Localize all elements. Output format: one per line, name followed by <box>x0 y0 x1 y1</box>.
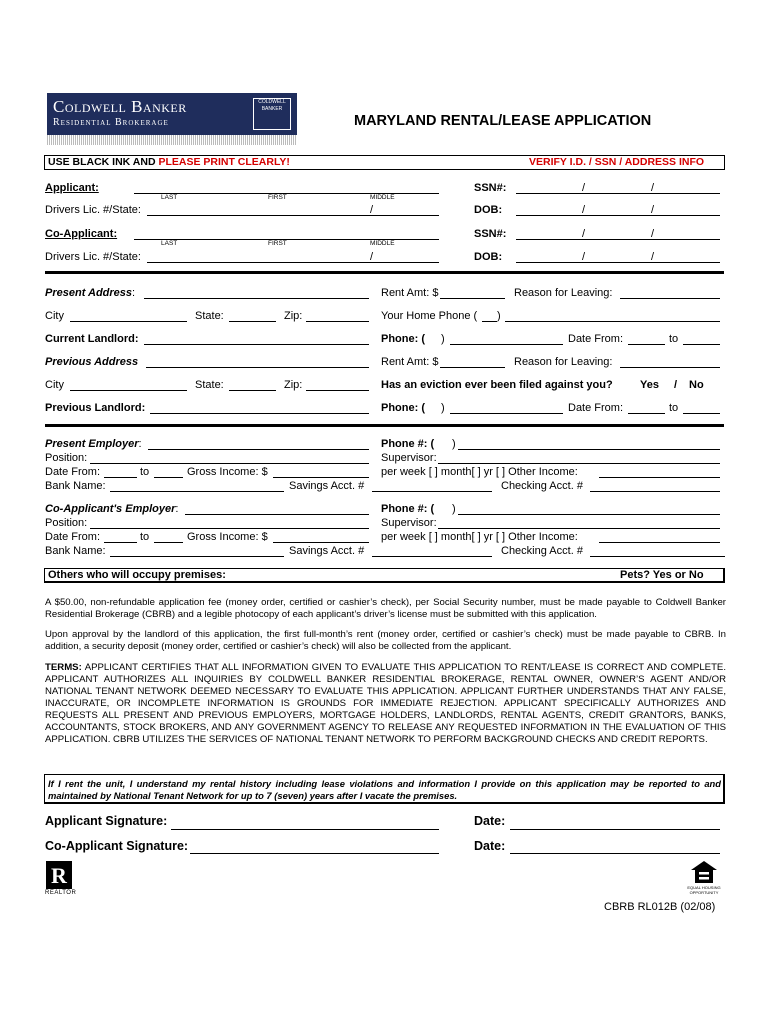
co-date-from-field[interactable] <box>104 542 137 543</box>
eviction-slash: / <box>674 379 678 391</box>
applicant-drivers-field[interactable] <box>147 215 439 216</box>
previous-address-field[interactable] <box>146 367 369 368</box>
previous-landlord-field[interactable] <box>150 413 369 414</box>
co-applicant-label: Co-Applicant: <box>45 228 118 240</box>
landlord-phone-label: Phone: ( <box>381 333 425 345</box>
zip-field[interactable] <box>306 321 369 322</box>
realtor-logo-icon <box>46 861 72 889</box>
last-caption: LAST <box>161 194 178 201</box>
ssn-slash: / <box>582 182 586 194</box>
terms-paragraph: TERMS: APPLICANT CERTIFIES THAT ALL INFORMATION GIVEN TO EVALUATE THIS APPLICATION TO RENT/LEASE IS CORRECT AND COMPLETE. APPLICANT AUTHORIZES ALL INQUIRIES BY COLDWELL BANKER RESIDENTIAL BROKERAGE, RENTAL OWNER, OWNER’S AGENT AND/OR NATIONAL TENANT NETWORK DEEMED NECESSARY TO EVALUATE THIS APPLICATION. APPLICANT FURTHER UNDERSTANDS THAT ANY FALSE, INACCURATE, OR INCOMPLETE INFORMATION IS GROUNDS FOR IMMEDIATE REJECTION. APPLICANT SPECIFICALLY AUTHORIZES AND REQUESTS ALL PRESENT AND PREVIOUS EMPLOYERS, MORTGAGE HOLDERS, LANDLORDS, RENTAL AGENTS, CREDIT GRANTORS, BANKS, ACCOUNTANTS, STOCK BROKERS, AND ANY GOVERNMENT AGENCY TO RELEASE ANY REQUESTED INFORMATION IN THE EVALUATION OF THIS APPLICATION. CBRB UTILIZES THE SERVICES OF NATIONAL TENANT NETWORK TO PERFORM BACKGROUND CHECKS AND CREDIT REPORTS. <box>45 662 726 745</box>
section-divider <box>45 424 724 427</box>
supervisor-label: Supervisor: <box>381 452 437 464</box>
date-to-field[interactable] <box>683 344 720 345</box>
co-applicant-signature-field[interactable] <box>190 853 439 854</box>
occupants-label: Others who will occupy premises: <box>48 569 226 581</box>
prev-zip-label: Zip: <box>284 379 303 391</box>
brand-mark-icon: COLDWELL BANKER <box>253 98 291 130</box>
co-date-to-field[interactable] <box>154 542 183 543</box>
paren-close: ) <box>497 310 501 322</box>
home-phone-field[interactable] <box>505 321 720 322</box>
paren-close: ) <box>452 503 456 515</box>
svg-text:R: R <box>51 863 67 888</box>
rent-amt-label: Rent Amt: $ <box>381 287 439 299</box>
prev-reason-field[interactable] <box>620 367 720 368</box>
form-code: CBRB RL012B (02/08) <box>604 901 716 913</box>
savings-field[interactable] <box>372 491 492 492</box>
middle-caption: MIDDLE <box>370 240 395 247</box>
prev-date-from-label: Date From: <box>568 402 624 414</box>
position-field[interactable] <box>90 463 369 464</box>
co-applicant-dob-field[interactable] <box>516 262 720 263</box>
co-employer-phone-field[interactable] <box>458 514 720 515</box>
prev-state-label: State: <box>195 379 224 391</box>
dob-slash: / <box>651 251 655 263</box>
verify-text: VERIFY I.D. / SSN / ADDRESS INFO <box>529 156 705 168</box>
date-from-field[interactable] <box>628 344 665 345</box>
co-applicant-dob-label: DOB: <box>474 251 503 263</box>
co-checking-field[interactable] <box>590 556 725 557</box>
prev-city-field[interactable] <box>70 390 187 391</box>
paren-close: ) <box>441 402 445 414</box>
co-bank-name-field[interactable] <box>110 556 284 557</box>
employer-phone-label: Phone #: ( <box>381 438 435 450</box>
position-label: Position: <box>45 452 88 464</box>
other-income-field[interactable] <box>599 477 720 478</box>
to-label: to <box>669 333 679 345</box>
co-position-label: Position: <box>45 517 88 529</box>
equal-housing-caption: EQUAL HOUSING OPPORTUNITY <box>687 885 721 895</box>
applicant-label: Applicant: <box>45 182 99 194</box>
reason-leaving-field[interactable] <box>620 298 720 299</box>
applicant-ssn-label: SSN#: <box>474 182 507 194</box>
co-to-label: to <box>140 531 150 543</box>
first-caption: FIRST <box>268 240 287 247</box>
applicant-date-field[interactable] <box>510 829 720 830</box>
prev-state-field[interactable] <box>229 390 276 391</box>
co-applicant-date-label: Date: <box>474 839 506 853</box>
zip-label: Zip: <box>284 310 303 322</box>
co-applicant-ssn-field[interactable] <box>516 239 720 240</box>
applicant-dob-field[interactable] <box>516 215 720 216</box>
emp-to-label: to <box>140 466 150 478</box>
brand-subtitle: Residential Brokerage <box>53 117 169 128</box>
dob-slash: / <box>582 251 586 263</box>
prev-to-label: to <box>669 402 679 414</box>
savings-label: Savings Acct. # <box>289 480 365 492</box>
prev-rent-amt-field[interactable] <box>440 367 505 368</box>
page-title: MARYLAND RENTAL/LEASE APPLICATION <box>354 113 652 129</box>
gross-income-field[interactable] <box>273 477 369 478</box>
state-field[interactable] <box>229 321 276 322</box>
co-supervisor-label: Supervisor: <box>381 517 437 529</box>
dob-slash: / <box>651 204 655 216</box>
realtor-caption: REALTOR <box>45 890 77 896</box>
date-from-label: Date From: <box>568 333 624 345</box>
ssn-slash: / <box>651 228 655 240</box>
rent-amt-field[interactable] <box>440 298 505 299</box>
equal-housing-icon <box>690 860 718 884</box>
home-phone-area-field[interactable] <box>482 321 497 322</box>
applicant-signature-label: Applicant Signature: <box>45 814 168 828</box>
reason-leaving-label: Reason for Leaving: <box>514 287 613 299</box>
prev-city-label: City <box>45 379 64 391</box>
ssn-slash: / <box>651 182 655 194</box>
applicant-ssn-field[interactable] <box>516 193 720 194</box>
co-applicant-signature-label: Co-Applicant Signature: <box>45 839 189 853</box>
ssn-slash: / <box>582 228 586 240</box>
logo-band <box>47 135 297 145</box>
prev-landlord-phone-label: Phone: ( <box>381 402 425 414</box>
co-gross-income-field[interactable] <box>273 542 369 543</box>
dob-slash: / <box>582 204 586 216</box>
last-caption: LAST <box>161 240 178 247</box>
co-employer-label: Co-Applicant's Employer: <box>45 503 179 515</box>
landlord-phone-field[interactable] <box>450 344 563 345</box>
co-savings-label: Savings Acct. # <box>289 545 365 557</box>
paren-close: ) <box>452 438 456 450</box>
employer-phone-field[interactable] <box>458 449 720 450</box>
present-address-label: Present Address: <box>45 287 136 299</box>
prev-zip-field[interactable] <box>306 390 369 391</box>
emp-date-from-field[interactable] <box>104 477 137 478</box>
eviction-question: Has an eviction ever been filed against you? <box>381 379 613 391</box>
co-savings-field[interactable] <box>372 556 492 557</box>
approval-paragraph: Upon approval by the landlord of this application, the first full-month’s rent (money order, certified or cashier’s check) must be made payable to CBRB. In addition, a security deposit (money order, certified or cashier’s check) will also be collected from the applicant. <box>45 629 726 652</box>
applicant-signature-field[interactable] <box>171 829 439 830</box>
co-applicant-drivers-field[interactable] <box>147 262 439 263</box>
co-income-period-options[interactable]: per week [ ] month[ ] yr [ ] Other Income: <box>381 531 578 543</box>
co-bank-name-label: Bank Name: <box>45 545 106 557</box>
state-label: State: <box>195 310 224 322</box>
drivers-slash: / <box>370 251 374 263</box>
income-period-options[interactable]: per week [ ] month[ ] yr [ ] Other Income: <box>381 466 578 478</box>
pets-question[interactable]: Pets? Yes or No <box>620 569 704 581</box>
emp-date-from-label: Date From: <box>45 466 101 478</box>
prev-landlord-phone-field[interactable] <box>450 413 563 414</box>
supervisor-field[interactable] <box>438 463 720 464</box>
notice-text: If I rent the unit, I understand my rental history including lease violations and information I provide on this application may be reported to and maintained by National Tenant Network for up to 7 (seven) years after I vacate the premises. <box>48 778 721 801</box>
co-applicant-drivers-label: Drivers Lic. #/State: <box>45 251 141 263</box>
co-gross-income-label: Gross Income: $ <box>187 531 268 543</box>
co-supervisor-field[interactable] <box>438 528 720 529</box>
co-other-income-field[interactable] <box>599 542 720 543</box>
gross-income-label: Gross Income: $ <box>187 466 268 478</box>
city-label: City <box>45 310 64 322</box>
prev-reason-label: Reason for Leaving: <box>514 356 613 368</box>
prev-date-to-field[interactable] <box>683 413 720 414</box>
checking-label: Checking Acct. # <box>501 480 583 492</box>
paren-close: ) <box>441 333 445 345</box>
present-employer-label: Present Employer: <box>45 438 142 450</box>
applicant-dob-label: DOB: <box>474 204 503 216</box>
section-divider <box>45 271 724 274</box>
emp-date-to-field[interactable] <box>154 477 183 478</box>
bank-name-field[interactable] <box>110 491 284 492</box>
prev-rent-amt-label: Rent Amt: $ <box>381 356 439 368</box>
home-phone-label: Your Home Phone ( <box>381 310 478 322</box>
instruction-text: USE BLACK INK AND PLEASE PRINT CLEARLY! <box>48 156 290 168</box>
bank-name-label: Bank Name: <box>45 480 106 492</box>
present-address-field[interactable] <box>144 298 369 299</box>
co-checking-label: Checking Acct. # <box>501 545 583 557</box>
fee-paragraph: A $50.00, non-refundable application fee (money order, certified or cashier’s check), per Social Security number, must be made payable to Coldwell Banker Residential Brokerage (CBRB) and a legible photocopy of each applicant’s driver’s license must be submitted with this application. <box>45 597 726 620</box>
checking-field[interactable] <box>590 491 720 492</box>
applicant-date-label: Date: <box>474 814 506 828</box>
prev-date-from-field[interactable] <box>628 413 665 414</box>
co-employer-field[interactable] <box>185 514 369 515</box>
co-employer-phone-label: Phone #: ( <box>381 503 435 515</box>
middle-caption: MIDDLE <box>370 194 395 201</box>
first-caption: FIRST <box>268 194 287 201</box>
co-applicant-date-field[interactable] <box>510 853 720 854</box>
eviction-no[interactable]: No <box>689 379 704 391</box>
drivers-slash: / <box>370 204 374 216</box>
present-employer-field[interactable] <box>148 449 369 450</box>
current-landlord-field[interactable] <box>144 344 369 345</box>
coldwell-banker-logo <box>47 93 297 135</box>
eviction-yes[interactable]: Yes <box>640 379 659 391</box>
co-date-from-label: Date From: <box>45 531 101 543</box>
brand-name: Coldwell Banker <box>53 97 187 116</box>
previous-landlord-label: Previous Landlord: <box>45 402 146 414</box>
city-field[interactable] <box>70 321 187 322</box>
co-applicant-ssn-label: SSN#: <box>474 228 507 240</box>
previous-address-label: Previous Address <box>45 356 139 368</box>
applicant-drivers-label: Drivers Lic. #/State: <box>45 204 141 216</box>
current-landlord-label: Current Landlord: <box>45 333 139 345</box>
co-position-field[interactable] <box>90 528 369 529</box>
